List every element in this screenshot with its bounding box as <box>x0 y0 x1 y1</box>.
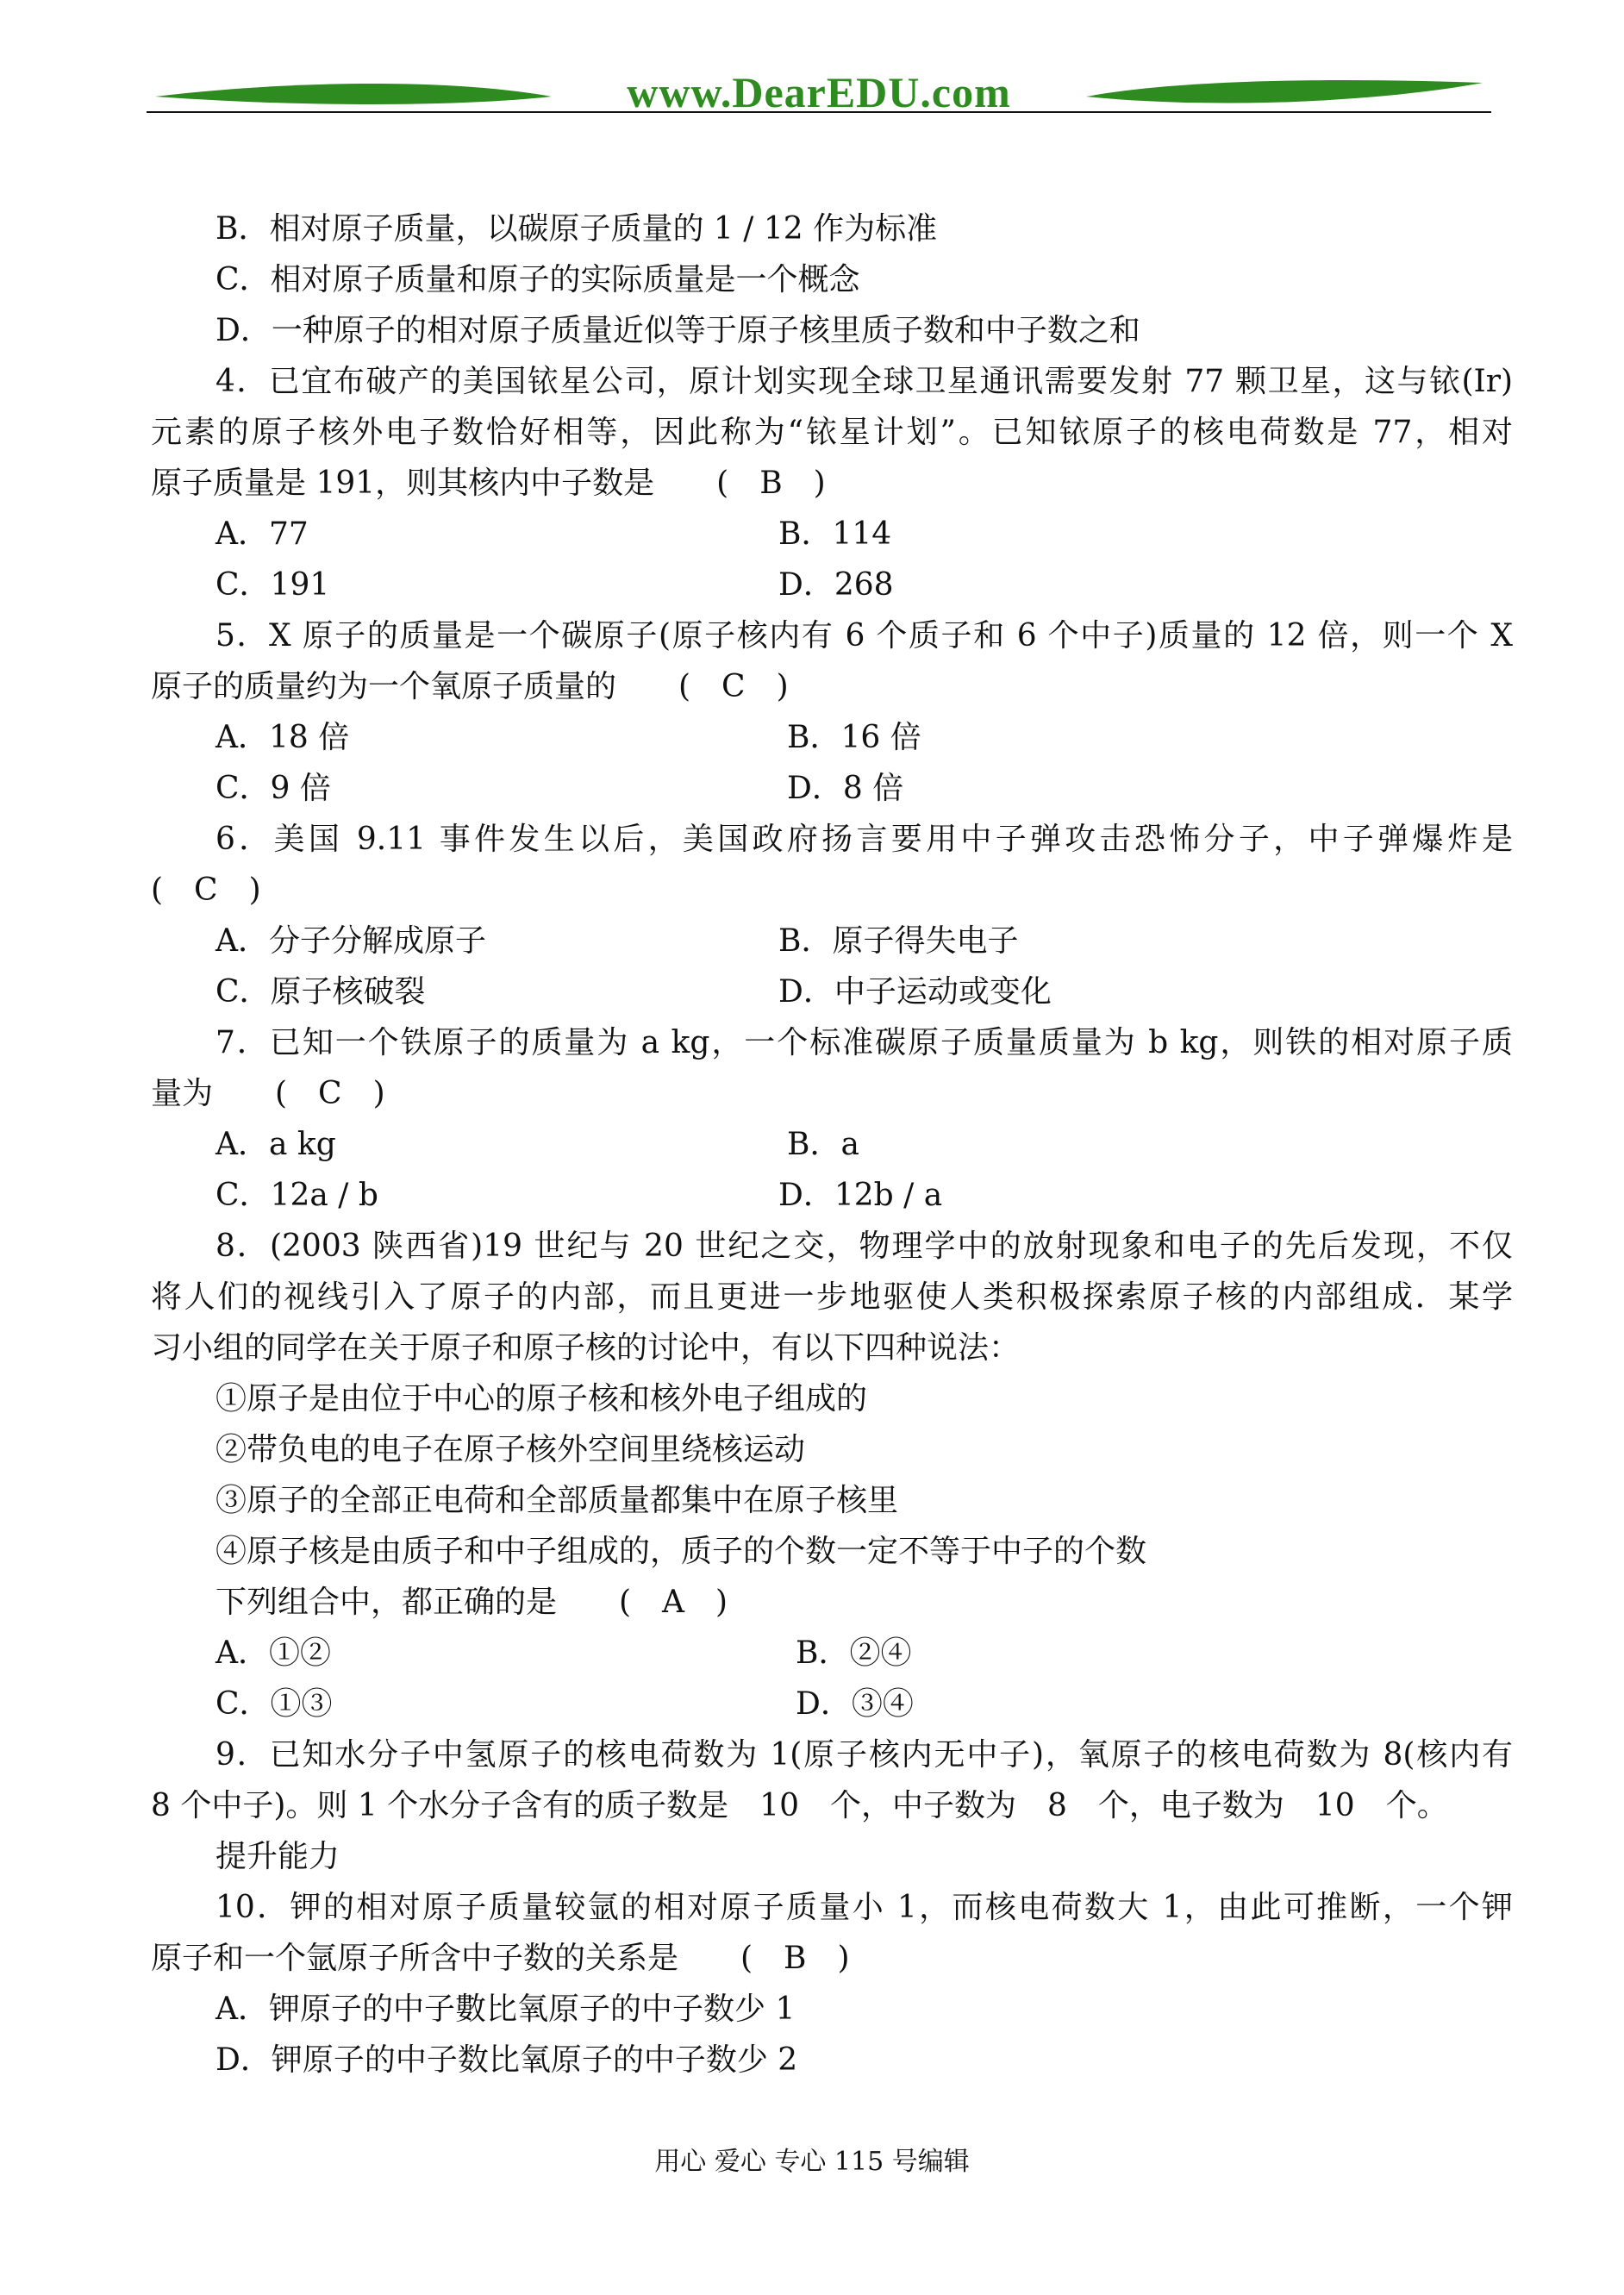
option-b: B．114 <box>778 516 892 552</box>
question-9-line: 9．已知水分子中氢原子的核电荷数为 1(原子核内无中子)，氧原子的核电荷数为 8(核内有 <box>215 1737 1513 1773</box>
question-4-line: 原子质量是 191，则其核内中子数是 ( B ) <box>151 466 826 501</box>
question-6-line: ( C ) <box>151 872 261 908</box>
option-d: D．8 倍 <box>787 771 904 806</box>
option-a: A．a kg <box>215 1127 336 1162</box>
option-d: D．中子运动或变化 <box>778 974 1052 1010</box>
statement-2: ②带负电的电子在原子核外空间里绕核运动 <box>215 1432 806 1467</box>
option-c: C．12a / b <box>215 1178 378 1213</box>
option-a: A．分子分解成原子 <box>215 923 486 959</box>
question-8-line: 8．(2003 陕西省)19 世纪与 20 世纪之交，物理学中的放射现象和电子的先后发现，不仅 <box>215 1229 1513 1264</box>
option-row <box>151 1170 1513 1221</box>
page-footer: 用心 爱心 专心 115 号编辑 <box>654 2147 970 2177</box>
question-4-line: 4．已宜布破产的美国铱星公司，原计划实现全球卫星通讯需要发射 77 颗卫星，这与铱(Ir) <box>215 364 1513 399</box>
option-b: B．a <box>787 1127 859 1162</box>
option-row <box>151 1628 1513 1679</box>
document-body <box>151 203 1513 2086</box>
option-a: A．钾原子的中子數比氧原子的中子数少 1 <box>215 1992 796 2027</box>
question-6-line: 6．美国 9.11 事件发生以后，美国政府扬言要用中子弹攻击恐怖分子，中子弹爆炸是 <box>215 822 1513 857</box>
question-10-line: 原子和一个氩原子所含中子数的关系是 ( B ) <box>151 1941 850 1976</box>
question-7-line: 7．已知一个铁原子的质量为 a kg，一个标准碳原子质量质量为 b kg，则铁的相对原子质 <box>215 1025 1513 1060</box>
option-d: D．268 <box>778 567 894 603</box>
text-line: D．一种原子的相对原子质量近似等于原子核里质子数和中子数之和 <box>215 313 1140 348</box>
option-c: C．①③ <box>215 1686 333 1722</box>
option-b: B．②④ <box>796 1635 912 1671</box>
option-c: C．9 倍 <box>215 771 331 806</box>
question-5-line: 原子的质量约为一个氧原子质量的 ( C ) <box>151 669 789 704</box>
option-row <box>151 1679 1513 1729</box>
option-row <box>151 763 1513 814</box>
option-c: C．原子核破裂 <box>215 974 426 1010</box>
option-d: D．③④ <box>796 1686 914 1722</box>
question-5-line: 5．X 原子的质量是一个碳原子(原子核内有 6 个质子和 6 个中子)质量的 12 倍，则一个 X <box>215 618 1513 653</box>
option-row <box>151 560 1513 610</box>
question-4-line: 元素的原子核外电子数恰好相等，因此称为“铱星计划”。已知铱原子的核电荷数是 77，相对 <box>151 415 1513 450</box>
option-d: D．12b / a <box>778 1178 943 1213</box>
option-row <box>151 916 1513 966</box>
option-b: B．16 倍 <box>787 720 921 755</box>
text-line: B．相对原子质量，以碳原子质量的 1 / 12 作为标准 <box>215 211 938 247</box>
question-8-line: 习小组的同学在关于原子和原子核的讨论中，有以下四种说法： <box>151 1330 1021 1366</box>
site-logo-text: www.DearEDU.com <box>627 68 1011 116</box>
question-8-line: 下列组合中，都正确的是 ( A ) <box>215 1585 728 1620</box>
option-row <box>151 712 1513 763</box>
option-c: C．191 <box>215 567 330 603</box>
option-a: A．18 倍 <box>215 720 350 755</box>
question-10-line: 10．钾的相对原子质量较氩的相对原子质量小 1，而核电荷数大 1，由此可推断，一个钾 <box>215 1890 1513 1925</box>
option-row <box>151 1119 1513 1170</box>
statement-1: ①原子是由位于中心的原子核和核外电子组成的 <box>215 1381 868 1416</box>
option-row <box>151 509 1513 560</box>
section-heading: 提升能力 <box>215 1839 340 1874</box>
statement-3: ③原子的全部正电荷和全部质量都集中在原子核里 <box>215 1483 899 1518</box>
option-d: D．钾原子的中子数比氧原子的中子数少 2 <box>215 2042 798 2078</box>
option-row <box>151 966 1513 1017</box>
option-b: B．原子得失电子 <box>778 923 1019 959</box>
header-banner <box>147 62 1491 122</box>
option-a: A．77 <box>215 516 309 552</box>
option-a: A．①② <box>215 1635 331 1671</box>
question-9-line: 8 个中子)。则 1 个水分子含有的质子数是 10 个，中子数为 8 个，电子数为 10 个。 <box>151 1788 1448 1823</box>
question-8-line: 将人们的视线引入了原子的内部，而且更进一步地驱使人类积极探索原子核的内部组成．某学 <box>151 1279 1513 1315</box>
statement-4: ④原子核是由质子和中子组成的，质子的个数一定不等于中子的个数 <box>215 1534 1147 1569</box>
text-line: C．相对原子质量和原子的实际质量是一个概念 <box>215 262 860 297</box>
question-7-line: 量为 ( C ) <box>151 1076 385 1111</box>
